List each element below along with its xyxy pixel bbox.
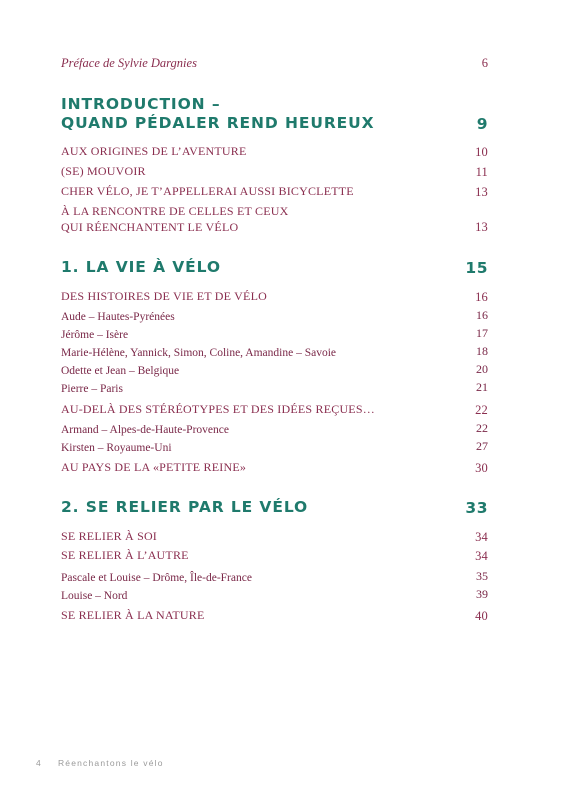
footer-page-number: 4	[36, 758, 42, 768]
toc-chapter-1	[61, 258, 488, 277]
toc-subentry	[61, 380, 488, 395]
toc-subentry-title: Louise – Nord	[61, 590, 128, 602]
toc-section-page: 22	[475, 402, 488, 417]
toc-section-title-line1: À LA RENCONTRE DE CELLES ET CEUX	[61, 204, 289, 218]
toc-subentry-page: 20	[476, 362, 488, 376]
toc-chapter-page: 33	[465, 499, 488, 517]
toc-subentry-title: Kirsten – Royaume-Uni	[61, 442, 172, 454]
toc-section-title: SE RELIER À LA NATURE	[61, 608, 205, 622]
toc-section	[61, 460, 488, 476]
toc-chapter-title: 1. LA VIE À VÉLO	[61, 258, 221, 276]
toc-subentry-title: Pierre – Paris	[61, 383, 123, 395]
toc-entry-title: Préface de Sylvie Dargnies	[61, 56, 197, 70]
toc-chapter-title-line1: INTRODUCTION –	[61, 95, 221, 113]
toc-subentry	[61, 569, 488, 584]
toc-subentry	[61, 362, 488, 377]
toc-subentry-title: Pascale et Louise – Drôme, Île-de-France	[61, 572, 252, 584]
toc-subentry-page: 17	[476, 326, 488, 340]
toc-subentry-page: 27	[476, 439, 488, 453]
toc-section-page: 13	[475, 184, 488, 199]
toc-section-title: AU PAYS DE LA «PETITE REINE»	[61, 460, 247, 474]
toc-subentry-page: 22	[476, 421, 488, 435]
toc-subentry-page: 21	[476, 380, 488, 394]
toc-section-title-line2: QUI RÉENCHANTENT LE VÉLO	[61, 219, 239, 234]
toc-section	[61, 204, 488, 235]
toc-chapter-introduction	[61, 95, 488, 133]
toc-chapter-2	[61, 498, 488, 517]
toc-section-title: SE RELIER À L’AUTRE	[61, 548, 189, 562]
toc-section-title	[61, 204, 289, 235]
toc-section-page: 13	[475, 220, 488, 234]
toc-subentry-title: Aude – Hautes-Pyrénées	[61, 311, 175, 323]
toc-section	[61, 184, 488, 200]
toc-subentry-title: Armand – Alpes-de-Haute-Provence	[61, 424, 229, 436]
toc-section-page: 34	[475, 529, 488, 544]
toc-chapter-page: 9	[476, 115, 488, 133]
toc-chapter-page: 15	[465, 259, 488, 277]
toc-section-title: AUX ORIGINES DE L’AVENTURE	[61, 144, 247, 158]
footer-book-title: Réenchantons le vélo	[57, 758, 164, 768]
toc-section	[61, 144, 488, 160]
toc-subentry-title: Odette et Jean – Belgique	[61, 365, 180, 377]
toc-section-title: SE RELIER À SOI	[61, 529, 157, 543]
toc-subentry	[61, 421, 488, 436]
toc-section	[61, 164, 488, 180]
toc-subentry-page: 35	[476, 569, 488, 583]
toc-section	[61, 402, 488, 418]
toc-chapter-title	[61, 95, 375, 133]
toc-section-page: 11	[475, 164, 488, 179]
toc-chapter-title-line2: QUAND PÉDALER REND HEUREUX	[61, 114, 375, 132]
toc-section-title: CHER VÉLO, JE T’APPELLERAI AUSSI BICYCLETTE	[61, 184, 354, 198]
page-footer	[36, 758, 164, 768]
toc-subentry	[61, 344, 488, 359]
toc-entry-page: 6	[481, 56, 488, 70]
toc-section	[61, 608, 488, 624]
toc-section-page: 10	[475, 144, 488, 159]
toc-subentry-title: Jérôme – Isère	[61, 329, 129, 341]
toc-section-page: 30	[475, 460, 488, 475]
toc-section	[61, 529, 488, 545]
toc-chapter-title: 2. SE RELIER PAR LE VÉLO	[61, 498, 309, 516]
toc-section	[61, 289, 488, 305]
toc-subentry-page: 39	[476, 587, 488, 601]
toc-section-title: (SE) MOUVOIR	[61, 164, 146, 178]
toc-subentry	[61, 326, 488, 341]
toc-subentry-page: 18	[476, 344, 488, 358]
toc-subentry-title: Marie-Hélène, Yannick, Simon, Coline, Amandine – Savoie	[61, 347, 337, 359]
toc-subentry	[61, 439, 488, 454]
toc-subentry	[61, 587, 488, 602]
toc-section-title: DES HISTOIRES DE VIE ET DE VÉLO	[61, 289, 267, 303]
toc-section-page: 16	[475, 289, 488, 304]
toc-subentry	[61, 308, 488, 323]
toc-subentry-page: 16	[476, 308, 488, 322]
toc-entry-preface	[61, 56, 488, 71]
toc-section-page: 40	[475, 608, 488, 623]
toc-section-title: AU-DELÀ DES STÉRÉOTYPES ET DES IDÉES REÇUES…	[61, 402, 375, 416]
toc-section	[61, 548, 488, 564]
toc-section-page: 34	[475, 548, 488, 563]
